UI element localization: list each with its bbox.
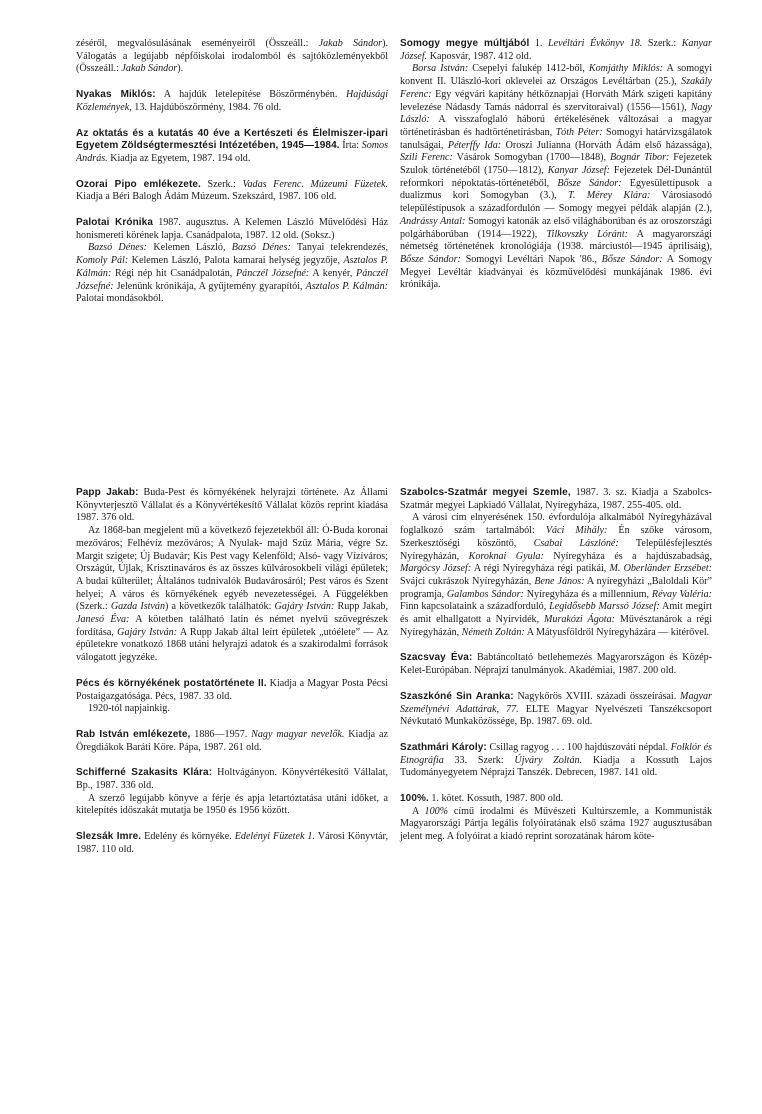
body-text: A Somogy Megyei Levéltár kiadványai és közművelődési munkájának 1986. évi krónikája. xyxy=(400,253,712,291)
italic-text: Borsa István: xyxy=(412,63,469,75)
bibliography-entry xyxy=(400,38,712,292)
italic-text: Legidősebb Marssó József: xyxy=(549,601,660,613)
entry-annotation xyxy=(76,525,388,665)
italic-text: Bősze Sándor: xyxy=(400,253,461,265)
body-text: Kiadja a Béri Balogh Ádám Múzeum. Szekszárd, 1987. 106 old. xyxy=(76,191,337,203)
italic-text: Asztalos P. Kálmán: xyxy=(76,255,388,279)
body-text: Svájci cukrászok Nyíregyházán, xyxy=(400,575,535,587)
body-text: Tanyai telekrendezés, xyxy=(290,242,388,254)
body-text: Edelény és környéke. xyxy=(141,831,235,843)
italic-text: Asztalos P. Kálmán: xyxy=(305,280,388,292)
body-text: A magyarországi németség történetének kronológiája (1938. márciustól—1945 áprilisáig), xyxy=(400,228,712,253)
body-text: Írta: xyxy=(339,140,362,152)
italic-text: Pánczél Józsefné: xyxy=(76,267,388,292)
body-text: 1. kötet. Kossuth, 1987. 800 old. xyxy=(428,793,564,805)
entry-citation xyxy=(400,38,712,63)
bibliography-entry xyxy=(400,691,712,729)
bibliography-entry xyxy=(76,831,388,856)
body-text: zéséről, megvalósulásának eseményeiről (Összeáll.: xyxy=(76,38,319,49)
bibliography-entry xyxy=(76,767,388,818)
italic-text: Murakózi Ágota: xyxy=(544,614,616,626)
entry-annotation xyxy=(400,512,712,639)
entry-citation xyxy=(400,487,712,512)
body-text: Településfejlesztés Nyíregyházán, xyxy=(400,537,712,562)
right-column-top xyxy=(400,38,712,305)
entry-citation xyxy=(76,89,388,114)
italic-text: Bazsó Dénes: xyxy=(88,242,148,254)
body-text: A hajdúk letelepítése Böszörménybén. xyxy=(155,89,346,101)
entry-heading: Papp Jakab: xyxy=(76,487,139,498)
entry-heading: Pécs és környékének postatörténete II. xyxy=(76,677,267,689)
entry-citation xyxy=(76,128,388,166)
body-text: Városi Könyvtár, 1987. 110 old. xyxy=(76,831,388,855)
entry-citation xyxy=(76,678,388,703)
italic-text: Gajáry István: xyxy=(274,601,335,613)
entry-heading: 100%. xyxy=(400,793,429,805)
body-text: Oroszi Julianna (Horváth Ádám első házassága), xyxy=(501,139,712,151)
entry-heading: Nyakas Miklós: xyxy=(76,89,156,101)
body-text: Szerk.: xyxy=(642,38,682,49)
italic-text: Vadas Ferenc. Múzeumi Füzetek. xyxy=(242,178,389,190)
body-text: 33. Szerk: xyxy=(443,754,515,766)
entry-heading: Ozorai Pipo emlékezete. xyxy=(76,178,201,190)
body-text: Városiasodó településtípusok a századfordulón — Somogy megyei példák alapján (2.), xyxy=(400,190,712,215)
entry-heading: Szathmári Károly: xyxy=(400,741,487,753)
body-text: Rupp Jakab, xyxy=(334,601,388,613)
body-text: Babtáncoltató betlehemezés Magyarországon és Közép-Kelet-Európában. Néprajzi tanulmányok. Akadémiai, 1987. 200 old. xyxy=(400,652,712,677)
body-text: 13. Hajdúböszörmény, 1984. 76 old. xyxy=(131,101,282,113)
body-text: Nyíregyháza és a millennium, xyxy=(523,588,652,600)
body-text: Finn kapcsolataink a századforduló, xyxy=(400,601,550,613)
italic-text: Csabai Lászlóné: xyxy=(533,537,619,549)
body-text: Szerk.: xyxy=(200,178,243,190)
entry-citation xyxy=(400,691,712,729)
entry-citation xyxy=(76,487,388,525)
italic-text: Kanyar József: xyxy=(547,165,610,177)
body-text: Művésztanárok a régi Nyíregyházán, xyxy=(400,614,713,638)
italic-text: Hajdúsági Közlemények, xyxy=(76,89,389,113)
body-text: Jelenünk krónikája, A gyűjtemény gyarapítói, xyxy=(113,280,306,292)
entry-citation xyxy=(76,179,388,204)
entry-citation xyxy=(400,652,712,677)
right-column-bottom xyxy=(400,487,712,857)
entry-citation xyxy=(76,38,388,76)
italic-text: Edelényi Füzetek 1. xyxy=(234,831,316,843)
bibliography-entry xyxy=(76,128,388,166)
body-text: Nagykőrös XVIII. századi összeírásai. xyxy=(513,690,681,702)
bibliography-entry xyxy=(76,487,388,665)
italic-text: Bene János: xyxy=(534,575,585,587)
italic-text: Levéltári Évkönyv 18. xyxy=(548,38,643,49)
body-text: Egy végvári kapitány hétköznapjai (Horváth Márk szigeti kapitány levelezése Nádasdy Tamás nádorral és szervitoraival) (1556—1561), xyxy=(400,88,712,113)
body-text: Holtvágányon. Könyvértékesítő Vállalat, Bp., 1987. 336 old. xyxy=(76,767,388,792)
bibliography-entry xyxy=(76,217,388,306)
italic-text: Komoly Pál: xyxy=(76,255,129,267)
italic-text: Jakab Sándor xyxy=(121,63,178,75)
italic-text: M. Oberländer Erzsébet: xyxy=(609,563,712,575)
italic-text: Magyar Személynévi Adattárak, 77. xyxy=(400,690,712,715)
body-text: A régi Nyíregyháza régi patikái, xyxy=(471,563,610,575)
bibliography-entry xyxy=(76,179,388,204)
body-text: Csillag ragyog . . . 100 hajdúszováti népdal. xyxy=(486,741,671,753)
entry-heading: Schifferné Szakasits Klára: xyxy=(76,767,213,779)
italic-text: Janesó Éva: xyxy=(76,614,130,626)
left-column-bottom xyxy=(76,487,388,870)
body-text: ). Válogatás a legújabb népfőiskolai irodalomból és sajtóközleményekből (Összeáll.: xyxy=(76,38,389,75)
body-text: A kenyér, xyxy=(309,267,357,279)
entry-heading: Somogy megye múltjából xyxy=(400,38,530,49)
entry-annotation xyxy=(76,242,388,306)
body-text: A Mátyusföldről Nyíregyházára — kitérővel. xyxy=(524,626,710,638)
body-text: Csepelyi falukép 1412-ből, xyxy=(468,63,589,75)
entry-heading: Szabolcs-Szatmár megyei Szemle, xyxy=(400,487,571,498)
bibliography-entry xyxy=(400,652,712,677)
bibliography-entry xyxy=(400,793,712,844)
italic-text: Jakab Sándor xyxy=(318,38,383,49)
body-text: Fejezetek Szulok történetéből (1750—1812), xyxy=(400,152,712,177)
italic-text: 100% xyxy=(424,805,449,817)
italic-text: Révay Valéria: xyxy=(651,588,713,600)
entry-annotation xyxy=(76,703,388,716)
body-text: 1987. augusztus. A Kelemen László Művelődési Ház honismereti körének lapja. Csanádpalota, 1987. 12 old. (Soksz.) xyxy=(76,217,388,241)
italic-text: Nagy László: xyxy=(400,101,712,126)
entry-annotation xyxy=(400,806,712,844)
italic-text: Komjáthy Miklós: xyxy=(588,63,663,75)
italic-text: Bősze Sándor: xyxy=(601,253,663,265)
body-text: 1. xyxy=(529,38,548,49)
body-text: Kelemen László, Palota kamarai helység jegyzője, xyxy=(128,255,344,267)
bibliography-entry xyxy=(400,742,712,780)
italic-text: Gajáry István: xyxy=(117,626,178,638)
italic-text: Németh Zoltán: xyxy=(461,626,525,638)
italic-text: Margócsy József: xyxy=(400,563,472,575)
body-text: A kötetben található latin és német nyelvű szövegrészek fordítása, xyxy=(76,614,388,638)
body-text: Kiadja a Magyar Posta Pécsi Postaigazgatósága. Pécs, 1987. 33 old. xyxy=(76,677,388,702)
body-text: 1987. 3. sz. Kiadja a Szabolcs-Szatmár megyei Lapkiadó Vállalat, Nyíregyháza, 1987. 255-405. old. xyxy=(400,487,712,511)
body-text: ELTE Magyar Nyelvészeti Tanszékcsoport Névkutató Munkaközössége, Bp. 1987. 69. old. xyxy=(400,703,712,728)
italic-text: Bősze Sándor: xyxy=(557,177,622,189)
italic-text: Tilkovszky Lóránt: xyxy=(546,228,629,240)
body-text: A visszafoglaló háború értékelésének változásai a magyar történetírásban és hadtörténetírásban, xyxy=(400,114,712,138)
body-text: Régi nép hit Csanádpalotán, xyxy=(111,267,237,279)
body-text: Nyíregyháza és a hajdúszabadság, xyxy=(543,550,712,562)
body-text: A somogyi konvent II. Ulászló-kori oklevelei az Országos Levéltárban (25.), xyxy=(400,63,713,88)
body-text: Kiadja az Öregdiákok Baráti Köre. Pápa, 1987. 261 old. xyxy=(76,728,388,753)
body-text: ). xyxy=(177,63,184,75)
entry-citation xyxy=(76,767,388,792)
body-text: A városi cím elnyerésének 150. évfordulója alkalmából Nyíregyházával foglalkozó szám tartalmából: xyxy=(400,512,712,537)
italic-text: Galambos Sándor: xyxy=(446,588,524,600)
body-text: A szerző legújabb könyve a férje és apja letartóztatása utáni időket, a kitelepítés időszakát mutatja be 1950 és 1956 között. xyxy=(76,792,388,817)
body-text: Fejezetek Dél-Dunántúl reformkori népoktatás-történetéből, xyxy=(400,165,713,189)
body-text: A xyxy=(412,805,425,817)
italic-text: Váci Mihály: xyxy=(545,525,608,537)
italic-text: Kanyar József. xyxy=(400,38,712,62)
italic-text: Koroknai Gyula: xyxy=(468,550,544,562)
body-text: Kaposvár, 1987. 412 old. xyxy=(427,50,532,62)
entry-heading: Az oktatás és a kutatás 40 éve a Kertészeti és Élelmiszer-ipari Egyetem Zöldségtermesztési Intézetében, 1945—1984. xyxy=(76,127,388,152)
italic-text: Bognár Tibor: xyxy=(609,152,670,164)
body-text: A Rupp Jakab által leírt épületek „utóélete” — Az épületekre vonatkozó 1868 utáni helyrajzi adatok és a szakirodalmi források válogatott jegyzéke. xyxy=(76,626,388,664)
body-text: Buda-Pest és környékének helyrajzi története. Az Állami Könyvterjesztő Vállalat és a Könyvértékesítő Vállalat közös reprint kiadása 1987. 376 old. xyxy=(76,487,388,524)
entry-annotation xyxy=(400,63,712,292)
entry-citation xyxy=(76,831,388,856)
body-text: Somogyi katonák az első világháborúban és az oroszországi polgárháborúban (1914—1922), xyxy=(400,215,712,240)
left-column-top xyxy=(76,38,388,319)
italic-text: Somos András. xyxy=(76,140,388,164)
entry-heading: Slezsák Imre. xyxy=(76,831,142,843)
entry-heading: Szaszkóné Sin Aranka: xyxy=(400,690,514,702)
body-text: Vásárok Somogyban (1700—1848), xyxy=(452,152,610,164)
bibliography-entry xyxy=(76,89,388,114)
italic-text: T. Mérey Klára: xyxy=(568,190,651,202)
entry-heading: Rab István emlékezete, xyxy=(76,728,191,740)
entry-annotation xyxy=(76,793,388,818)
italic-text: Újváry Zoltán. xyxy=(514,754,583,766)
body-text: Kelemen László, xyxy=(147,242,232,254)
italic-text: Szili Ferenc: xyxy=(400,152,453,164)
italic-text: Nagy magyar nevelők. xyxy=(251,728,345,740)
italic-text: Gazda István xyxy=(110,601,165,613)
italic-text: Tóth Péter: xyxy=(555,126,603,138)
body-text: Palotai mondásokból. xyxy=(76,293,164,305)
entry-citation xyxy=(76,217,388,242)
body-text: Somogyi határvizsgálatok tanulságai, xyxy=(400,126,712,151)
body-text: ) a következők találhatók: xyxy=(165,601,275,613)
body-text: Kiadja az Egyetem, 1987. 194 old. xyxy=(107,152,251,164)
body-text: A nyíregyházi „Baloldali Kör” programja, xyxy=(400,575,713,600)
entry-citation xyxy=(400,793,712,806)
body-text: Kiadja a Kossuth Lajos Tudományegyetem Néprajzi Tanszék. Debrecen, 1987. 141 old. xyxy=(400,754,712,779)
body-text: című irodalmi és Művészeti Kultúrszemle, a Kommunisták Magyarországi Pártja legális folyóiratának első száma 1927 augusztusában jelent meg. A folyóirat a kiadó reprint sorozatának három köte- xyxy=(400,805,713,843)
body-text: Az 1868-ban megjelent mű a következő fejezetekből áll: Ó-Buda koronai mezőváros; Felhévíz mezőváros; A Nyulak- majd Szűz Mária, végre Sz. Margit szigete; Új Budavár; Kis Pest vagy Kelenföld; Alsó- vagy Vízíváros; Országút, Újlak, Krisztinaváros és az összes külvárosokbeli világi épületek; A budai külterület; Általános tudnivalók Budavárosáról; Pest város és Szent helyei; A város és környékének egyéb nevezetességei. A Függelékben (Szerk.: xyxy=(76,525,388,613)
body-text: Egyesülettípusok a dualizmus kori Somogyban (3.), xyxy=(400,177,712,202)
bibliography-entry xyxy=(76,678,388,716)
italic-text: Szakály Ferenc: xyxy=(400,76,712,100)
italic-text: Bazsó Dénes: xyxy=(231,242,291,254)
entry-heading: Szacsvay Éva: xyxy=(400,652,473,664)
bibliography-entry xyxy=(76,38,388,76)
body-text: Én szőke városom, Szerkesztőségi köszöntő, xyxy=(400,525,712,549)
body-text: Somogyi Levéltári Napok '86., xyxy=(460,253,602,265)
body-text: Amit megírt és amit elhallgatott a Nyírvidék, xyxy=(400,601,713,626)
bibliography-entry xyxy=(400,487,712,639)
italic-text: Péterffy Ida: xyxy=(447,139,502,151)
entry-heading: Palotai Krónika xyxy=(76,217,153,229)
entry-citation xyxy=(400,742,712,780)
body-text: 1886—1957. xyxy=(190,728,252,740)
entry-citation xyxy=(76,729,388,754)
italic-text: Andrássy Antal: xyxy=(400,215,466,227)
italic-text: Pánczél Józsefné: xyxy=(236,267,310,279)
body-text: 1920-tól napjainkig. xyxy=(88,703,170,715)
bibliography-entry xyxy=(76,729,388,754)
italic-text: Folklór és Etnográfia xyxy=(400,741,712,766)
